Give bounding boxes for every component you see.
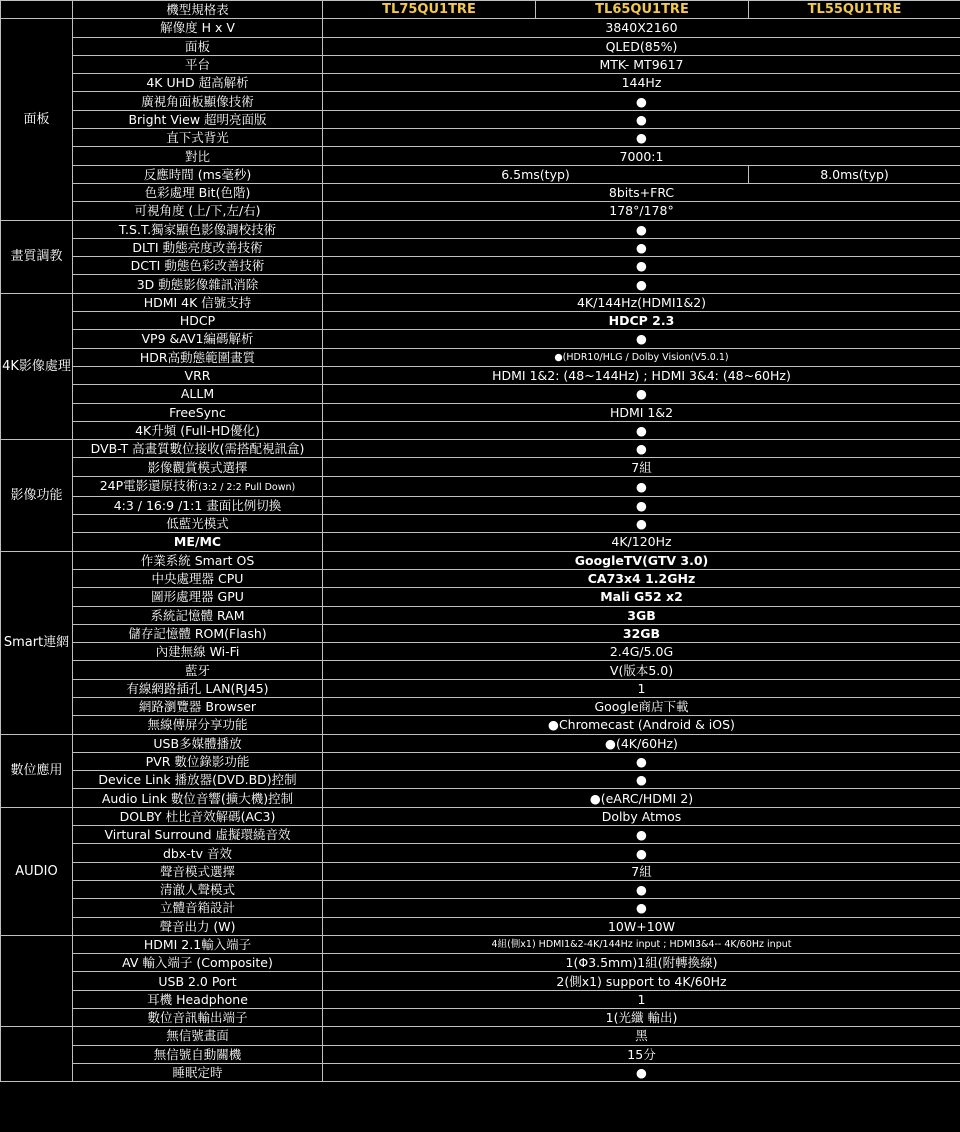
spec-value: ● bbox=[323, 421, 960, 439]
spec-row bbox=[1, 348, 960, 366]
spec-row bbox=[1, 917, 960, 935]
spec-value: ●(eARC/HDMI 2) bbox=[323, 789, 960, 807]
spec-label: 4:3 / 16:9 /1:1 畫面比例切換 bbox=[73, 496, 323, 514]
spec-row bbox=[1, 19, 960, 37]
spec-label: 4K升頻 (Full-HD優化) bbox=[73, 421, 323, 439]
spec-value: HDMI 1&2 bbox=[323, 403, 960, 421]
spec-label: 解像度 H x V bbox=[73, 19, 323, 37]
spec-label: 平台 bbox=[73, 55, 323, 73]
spec-label: 影像觀賞模式選擇 bbox=[73, 458, 323, 476]
spec-label: 儲存記憶體 ROM(Flash) bbox=[73, 624, 323, 642]
spec-row bbox=[1, 403, 960, 421]
spec-value: 32GB bbox=[323, 624, 960, 642]
spec-value: Google商店下載 bbox=[323, 697, 960, 715]
spec-row bbox=[1, 275, 960, 293]
spec-label: T.S.T.獨家顯色影像調校技術 bbox=[73, 220, 323, 238]
spec-value: 178°/178° bbox=[323, 202, 960, 220]
spec-value: ● bbox=[323, 110, 960, 128]
spec-row bbox=[1, 330, 960, 348]
spec-row bbox=[1, 1027, 960, 1045]
spec-value: 7000:1 bbox=[323, 147, 960, 165]
spec-row bbox=[1, 220, 960, 238]
spec-row bbox=[1, 458, 960, 476]
spec-label: FreeSync bbox=[73, 403, 323, 421]
spec-label: 藍牙 bbox=[73, 661, 323, 679]
spec-value: ● bbox=[323, 515, 960, 533]
spec-label: 反應時間 (ms毫秒) bbox=[73, 165, 323, 183]
spec-row bbox=[1, 954, 960, 972]
spec-label: 有線網路插孔 LAN(RJ45) bbox=[73, 679, 323, 697]
spec-row bbox=[1, 752, 960, 770]
spec-row bbox=[1, 1009, 960, 1027]
spec-value-alt: 8.0ms(typ) bbox=[749, 165, 960, 183]
spec-row bbox=[1, 238, 960, 256]
spec-row bbox=[1, 972, 960, 990]
spec-label: 面板 bbox=[73, 37, 323, 55]
spec-value: ● bbox=[323, 496, 960, 514]
category-cell: 面板 bbox=[1, 19, 73, 220]
spec-row bbox=[1, 440, 960, 458]
spec-row bbox=[1, 110, 960, 128]
category-cell: 影像功能 bbox=[1, 440, 73, 551]
spec-value: ● bbox=[323, 1063, 960, 1081]
spec-value: 8bits+FRC bbox=[323, 183, 960, 201]
spec-row bbox=[1, 257, 960, 275]
spec-label: 中央處理器 CPU bbox=[73, 569, 323, 587]
spec-value: 1 bbox=[323, 990, 960, 1008]
spec-value: 144Hz bbox=[323, 74, 960, 92]
spec-row bbox=[1, 533, 960, 551]
spec-row bbox=[1, 74, 960, 92]
spec-value: ● bbox=[323, 476, 960, 496]
spec-label: 無信號畫面 bbox=[73, 1027, 323, 1045]
spec-value: V(版本5.0) bbox=[323, 661, 960, 679]
spec-value: 2(側x1) support to 4K/60Hz bbox=[323, 972, 960, 990]
spec-value: ● bbox=[323, 385, 960, 403]
spec-label: 可視角度 (上/下,左/右) bbox=[73, 202, 323, 220]
spec-value: HDCP 2.3 bbox=[323, 312, 960, 330]
spec-row bbox=[1, 935, 960, 953]
spec-label: USB多媒體播放 bbox=[73, 734, 323, 752]
spec-value: ● bbox=[323, 330, 960, 348]
spec-row bbox=[1, 588, 960, 606]
spec-row bbox=[1, 844, 960, 862]
spec-value: 1(光纖 輸出) bbox=[323, 1009, 960, 1027]
spec-row bbox=[1, 55, 960, 73]
spec-label: HDCP bbox=[73, 312, 323, 330]
spec-row bbox=[1, 880, 960, 898]
spec-label: 作業系統 Smart OS bbox=[73, 551, 323, 569]
spec-label: 4K UHD 超高解析 bbox=[73, 74, 323, 92]
spec-value: 4K/120Hz bbox=[323, 533, 960, 551]
spec-value: ● bbox=[323, 826, 960, 844]
spec-row bbox=[1, 899, 960, 917]
header-label: 機型規格表 bbox=[73, 1, 323, 19]
spec-row bbox=[1, 990, 960, 1008]
spec-value: ● bbox=[323, 440, 960, 458]
spec-label: DVB-T 高畫質數位接收(需搭配視訊盒) bbox=[73, 440, 323, 458]
spec-row bbox=[1, 734, 960, 752]
spec-row bbox=[1, 293, 960, 311]
spec-label: Audio Link 數位音響(擴大機)控制 bbox=[73, 789, 323, 807]
spec-value: HDMI 1&2: (48~144Hz) ; HDMI 3&4: (48~60Hz) bbox=[323, 366, 960, 384]
spec-label: DOLBY 杜比音效解碼(AC3) bbox=[73, 807, 323, 825]
spec-row bbox=[1, 862, 960, 880]
spec-row bbox=[1, 385, 960, 403]
spec-label: 清澈人聲模式 bbox=[73, 880, 323, 898]
spec-row bbox=[1, 826, 960, 844]
spec-row bbox=[1, 129, 960, 147]
spec-value: ● bbox=[323, 899, 960, 917]
spec-row bbox=[1, 569, 960, 587]
spec-label: Bright View 超明亮面版 bbox=[73, 110, 323, 128]
spec-value: MTK- MT9617 bbox=[323, 55, 960, 73]
category-cell: Smart連網 bbox=[1, 551, 73, 734]
spec-label: USB 2.0 Port bbox=[73, 972, 323, 990]
spec-value: ● bbox=[323, 238, 960, 256]
spec-value: CA73x4 1.2GHz bbox=[323, 569, 960, 587]
spec-value: 3GB bbox=[323, 606, 960, 624]
spec-row bbox=[1, 147, 960, 165]
spec-value: ●(4K/60Hz) bbox=[323, 734, 960, 752]
category-cell bbox=[1, 1027, 73, 1082]
spec-row bbox=[1, 716, 960, 734]
category-cell: 4K影像處理 bbox=[1, 293, 73, 439]
spec-label: 無信號自動關機 bbox=[73, 1045, 323, 1063]
category-cell: 數位應用 bbox=[1, 734, 73, 807]
spec-value: ● bbox=[323, 752, 960, 770]
spec-label: 網路瀏覽器 Browser bbox=[73, 697, 323, 715]
spec-row bbox=[1, 165, 960, 183]
model-tl75: TL75QU1TRE bbox=[323, 1, 536, 19]
spec-label: 立體音箱設計 bbox=[73, 899, 323, 917]
spec-value: ● bbox=[323, 92, 960, 110]
spec-label: HDMI 2.1輸入端子 bbox=[73, 935, 323, 953]
spec-label bbox=[73, 476, 323, 496]
spec-value: 3840X2160 bbox=[323, 19, 960, 37]
spec-label: 聲音出力 (W) bbox=[73, 917, 323, 935]
category-cell: AUDIO bbox=[1, 807, 73, 935]
spec-label: HDR高動態範圍畫質 bbox=[73, 348, 323, 366]
spec-value: GoogleTV(GTV 3.0) bbox=[323, 551, 960, 569]
spec-value: ● bbox=[323, 880, 960, 898]
spec-label: DLTI 動態亮度改善技術 bbox=[73, 238, 323, 256]
spec-label: AV 輸入端子 (Composite) bbox=[73, 954, 323, 972]
spec-label: dbx-tv 音效 bbox=[73, 844, 323, 862]
spec-row bbox=[1, 366, 960, 384]
spec-row bbox=[1, 476, 960, 496]
spec-label: VP9 &AV1編碼解析 bbox=[73, 330, 323, 348]
spec-label: 對比 bbox=[73, 147, 323, 165]
header-row bbox=[1, 1, 960, 19]
spec-value: 4K/144Hz(HDMI1&2) bbox=[323, 293, 960, 311]
spec-row bbox=[1, 202, 960, 220]
spec-label: HDMI 4K 信號支持 bbox=[73, 293, 323, 311]
spec-row bbox=[1, 661, 960, 679]
spec-label: ALLM bbox=[73, 385, 323, 403]
spec-label: 廣視角面板顯像技術 bbox=[73, 92, 323, 110]
spec-value: Mali G52 x2 bbox=[323, 588, 960, 606]
spec-label: 數位音訊輸出端子 bbox=[73, 1009, 323, 1027]
spec-value: ● bbox=[323, 275, 960, 293]
spec-row bbox=[1, 807, 960, 825]
spec-value: 1(Φ3.5mm)1組(附轉換線) bbox=[323, 954, 960, 972]
spec-label-suffix: (3:2 / 2:2 Pull Down) bbox=[198, 481, 296, 493]
spec-row bbox=[1, 421, 960, 439]
spec-value: ● bbox=[323, 220, 960, 238]
spec-value: ●Chromecast (Android & iOS) bbox=[323, 716, 960, 734]
spec-label: 耳機 Headphone bbox=[73, 990, 323, 1008]
spec-row bbox=[1, 697, 960, 715]
spec-label: 內建無線 Wi-Fi bbox=[73, 643, 323, 661]
category-cell: 畫質調教 bbox=[1, 220, 73, 293]
spec-value: 7組 bbox=[323, 458, 960, 476]
spec-row bbox=[1, 92, 960, 110]
model-tl65: TL65QU1TRE bbox=[536, 1, 749, 19]
spec-label: 低藍光模式 bbox=[73, 515, 323, 533]
header-blank bbox=[1, 1, 73, 19]
spec-value: ●(HDR10/HLG / Dolby Vision(V5.0.1) bbox=[323, 348, 960, 366]
spec-value: 6.5ms(typ) bbox=[323, 165, 749, 183]
spec-row bbox=[1, 624, 960, 642]
spec-row bbox=[1, 679, 960, 697]
spec-label: 睡眠定時 bbox=[73, 1063, 323, 1081]
spec-label: 圖形處理器 GPU bbox=[73, 588, 323, 606]
spec-value: 15分 bbox=[323, 1045, 960, 1063]
spec-row bbox=[1, 37, 960, 55]
spec-row bbox=[1, 1063, 960, 1081]
spec-label: Virtural Surround 虛擬環繞音效 bbox=[73, 826, 323, 844]
spec-table-body bbox=[1, 1, 960, 1082]
spec-label: 色彩處理 Bit(色階) bbox=[73, 183, 323, 201]
category-cell bbox=[1, 935, 73, 1026]
model-tl55: TL55QU1TRE bbox=[749, 1, 960, 19]
spec-value: ● bbox=[323, 844, 960, 862]
spec-row bbox=[1, 643, 960, 661]
spec-label: 系統記憶體 RAM bbox=[73, 606, 323, 624]
spec-label: 3D 動態影像雜訊消除 bbox=[73, 275, 323, 293]
spec-row bbox=[1, 183, 960, 201]
spec-row bbox=[1, 312, 960, 330]
spec-value: 7組 bbox=[323, 862, 960, 880]
spec-row bbox=[1, 515, 960, 533]
spec-value: 10W+10W bbox=[323, 917, 960, 935]
spec-row bbox=[1, 1045, 960, 1063]
spec-row bbox=[1, 771, 960, 789]
spec-label: VRR bbox=[73, 366, 323, 384]
spec-label: DCTI 動態色彩改善技術 bbox=[73, 257, 323, 275]
spec-label-text: 24P電影還原技術 bbox=[99, 477, 199, 493]
spec-value: 2.4G/5.0G bbox=[323, 643, 960, 661]
spec-label: 聲音模式選擇 bbox=[73, 862, 323, 880]
spec-row bbox=[1, 551, 960, 569]
spec-row bbox=[1, 789, 960, 807]
spec-value: ● bbox=[323, 257, 960, 275]
spec-value: ● bbox=[323, 771, 960, 789]
spec-value: 1 bbox=[323, 679, 960, 697]
spec-label: PVR 數位錄影功能 bbox=[73, 752, 323, 770]
spec-label: 無線傳屏分享功能 bbox=[73, 716, 323, 734]
spec-value: 黑 bbox=[323, 1027, 960, 1045]
spec-row bbox=[1, 606, 960, 624]
spec-value: ● bbox=[323, 129, 960, 147]
spec-label: 直下式背光 bbox=[73, 129, 323, 147]
spec-row bbox=[1, 496, 960, 514]
spec-value: QLED(85%) bbox=[323, 37, 960, 55]
spec-value: 4組(側x1) HDMI1&2-4K/144Hz input ; HDMI3&4-- 4K/60Hz input bbox=[323, 935, 960, 953]
spec-value: Dolby Atmos bbox=[323, 807, 960, 825]
spec-label: Device Link 播放器(DVD.BD)控制 bbox=[73, 771, 323, 789]
spec-label: ME/MC bbox=[73, 533, 323, 551]
